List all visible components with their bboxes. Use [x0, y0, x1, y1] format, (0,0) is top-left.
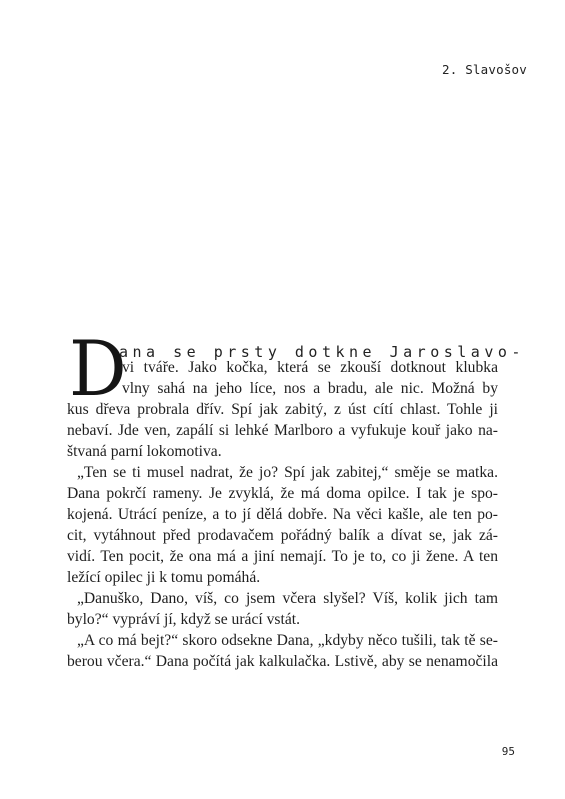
- text-line: bylo?“ vypráví jí, když se urácí vstát.: [67, 611, 300, 628]
- text-line: nebaví. Jde ven, zapálí si lehké Marlboro a vyfukuje kouř jako na-: [67, 422, 498, 439]
- text-line: „A co má bejt?“ skoro odsekne Dana, „kdyby něco tušili, tak tě se-: [77, 632, 498, 649]
- text-line: cit, vytáhnout před prodavačem pořádný balík a dívat se, jak zá-: [67, 527, 498, 544]
- page-number: 95: [501, 745, 515, 758]
- text-line: „Danuško, Dano, víš, co jsem včera slyšel? Víš, kolik jich tam: [77, 590, 498, 607]
- chapter-text: [67, 324, 525, 672]
- text-line: štvaná parní lokomotiva.: [67, 443, 222, 460]
- text-line: Dana pokrčí rameny. Je zvyklá, že má doma opilce. I tak je spo-: [67, 485, 498, 502]
- text-line: kus dřeva probrala dřív. Spí jak zabitý, z úst cítí chlast. Tohle ji: [67, 401, 498, 418]
- drop-cap: D: [69, 324, 127, 413]
- opening-small-caps: ana se prsty dotkne Jaroslavo-: [119, 343, 525, 361]
- text-line: kojená. Utrácí peníze, a to jí dělá dobře. Na věci kašle, ale ten po-: [67, 506, 498, 523]
- text-line: vi tváře. Jako kočka, která se zkouší dotknout klubka: [122, 359, 498, 376]
- running-head: 2. Slavošov: [442, 62, 527, 77]
- text-line: berou včera.“ Dana počítá jak kalkulačka. Lstivě, aby se nenamočila: [67, 653, 498, 670]
- text-line: vidí. Ten pocit, že ona má a jiní nemají. To je to, co ji žene. A ten: [67, 548, 498, 565]
- text-line: „Ten se ti musel nadrat, že jo? Spí jak zabitej,“ směje se matka.: [77, 464, 498, 481]
- text-line: vlny sahá na jeho líce, nos a bradu, ale nic. Možná by: [122, 380, 498, 397]
- text-line: ležící opilec ji k tomu pomáhá.: [67, 569, 261, 586]
